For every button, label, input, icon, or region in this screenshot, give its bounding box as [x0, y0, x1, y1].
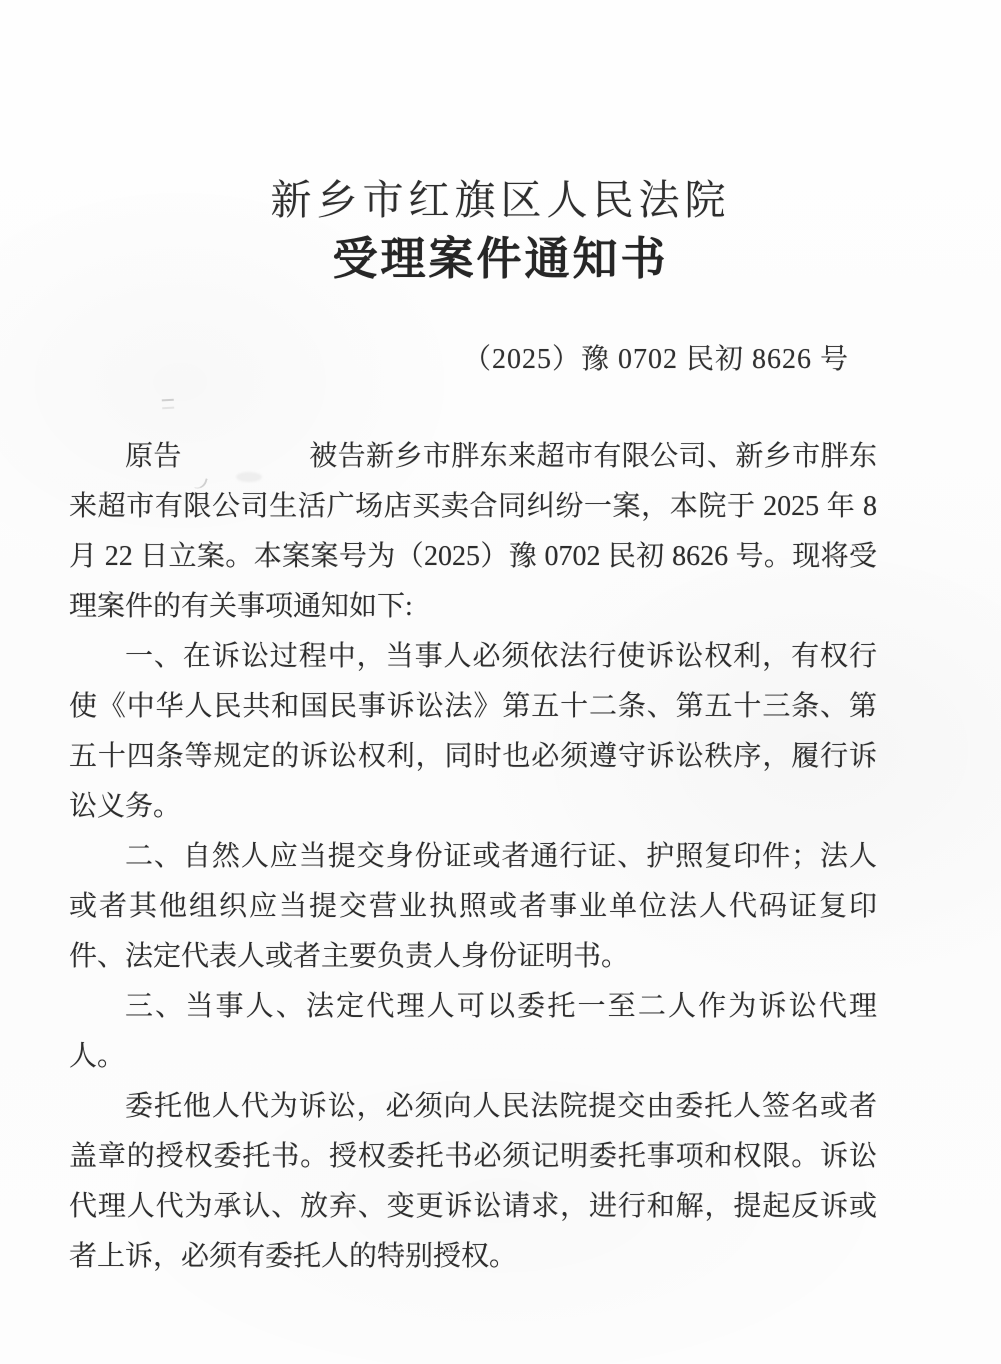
scan-artifact-smudge	[236, 472, 262, 482]
notice-item-1: 一、在诉讼过程中，当事人必须依法行使诉讼权利，有权行使《中华人民共和国民事诉讼法》第五十二条、第五十三条、第五十四条等规定的诉讼权利，同时也必须遵守诉讼秩序，履行诉讼义务。	[69, 641, 877, 822]
document-title: 受理案件通知书	[332, 234, 669, 284]
notice-item-3: 三、当事人、法定代理人可以委托一至二人作为诉讼代理人。	[69, 991, 877, 1072]
intro-text: 被告新乡市胖东来超市有限公司、新乡市胖东来超市有限公司生活广场店买卖合同纠纷一案，本院于 2025 年 8 月 22 日立案。本案案号为（2025）豫 0702 民初 8626 号。现将受理案件的有关事项通知如下:	[69, 441, 877, 622]
case-number: （2025）豫 0702 民初 8626 号	[462, 344, 849, 375]
notice-item-2: 二、自然人应当提交身份证或者通行证、护照复印件；法人或者其他组织应当提交营业执照或者事业单位法人代码证复印件、法定代表人或者主要负责人身份证明书。	[69, 841, 877, 972]
redacted-plaintiff-name	[182, 464, 309, 465]
scan-artifact-mark	[162, 399, 175, 410]
intro-paragraph	[69, 432, 877, 632]
document-body	[0, 432, 1001, 1282]
court-name-heading: 新乡市红旗区人民法院	[270, 177, 731, 223]
notice-item-3-continuation: 委托他人代为诉讼，必须向人民法院提交由委托人签名或者盖章的授权委托书。授权委托书必须记明委托事项和权限。诉讼代理人代为承认、放弃、变更诉讼请求，进行和解，提起反诉或者上诉，必须有委托人的特别授权。	[69, 1091, 877, 1272]
plaintiff-label: 原告	[125, 441, 182, 472]
